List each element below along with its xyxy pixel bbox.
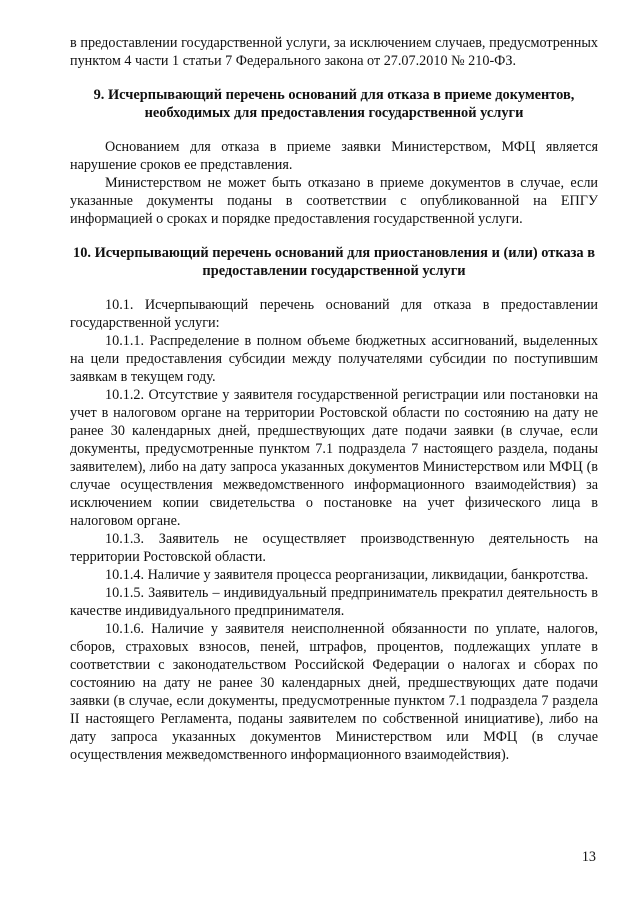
clause-10-1-3: 10.1.3. Заявитель не осуществляет производственную деятельность на территории Ростовской области. (70, 531, 598, 565)
section-10-title: 10. Исчерпывающий перечень оснований для приостановления и (или) отказа в предоставлении государственной услуги (73, 245, 595, 279)
page-number: 13 (581, 849, 596, 865)
clause-10-1-1: 10.1.1. Распределение в полном объеме бюджетных ассигнований, выделенных на цели предоставления субсидии между получателями субсидии по поступившим заявкам в текущем году. (70, 333, 598, 385)
section-9-paragraph-1: Основанием для отказа в приеме заявки Министерством, МФЦ является нарушение сроков ее представления. (70, 139, 598, 173)
clause-10-1-4: 10.1.4. Наличие у заявителя процесса реорганизации, ликвидации, банкротства. (105, 567, 589, 583)
section-9-title: 9. Исчерпывающий перечень оснований для отказа в приеме документов, необходимых для предоставления государственной услуги (93, 87, 575, 121)
section-9-paragraph-2: Министерством не может быть отказано в приеме документов в случае, если указанные документы поданы в соответствии с опубликованной на ЕПГУ информацией о сроках и порядке предоставления государственной услуги. (70, 175, 598, 227)
document-page (70, 34, 598, 764)
clause-10-1-2: 10.1.2. Отсутствие у заявителя государственной регистрации или постановки на учет в налоговом органе на территории Ростовской области по состоянию на дату не ранее 30 календарных дней, предшествующих дате подачи заявки (в случае, если документы, предусмотренные пунктом 7.1 подраздела 7 настоящего раздела, поданы заявителем), либо на дату запроса указанных документов Министерством или МФЦ (в случае осуществления межведомственного информационного взаимодействия) за исключением копии свидетельства о постановке на учет физического лица в налоговом органе. (70, 387, 598, 529)
clause-10-1: 10.1. Исчерпывающий перечень оснований для отказа в предоставлении государственной услуги: (70, 297, 598, 331)
clause-10-1-6: 10.1.6. Наличие у заявителя неисполненной обязанности по уплате, налогов, сборов, страховых взносов, пеней, штрафов, процентов, подлежащих уплате в соответствии с законодательством Российской Федерации о налогах и сборах по состоянию на дату не ранее 30 календарных дней, предшествующих дате подачи заявки (в случае, если документы, предусмотренные пунктом 7.1 подраздела 7 раздела II настоящего Регламента, поданы заявителем по собственной инициативе), либо на дату запроса указанных документов Министерством или МФЦ (в случае осуществления межведомственного информационного взаимодействия). (70, 621, 598, 763)
clause-10-1-5: 10.1.5. Заявитель – индивидуальный предприниматель прекратил деятельность в качестве индивидуального предпринимателя. (70, 585, 598, 619)
intro-paragraph: в предоставлении государственной услуги, за исключением случаев, предусмотренных пунктом 4 части 1 статьи 7 Федерального закона от 27.07.2010 № 210-ФЗ. (70, 35, 598, 69)
